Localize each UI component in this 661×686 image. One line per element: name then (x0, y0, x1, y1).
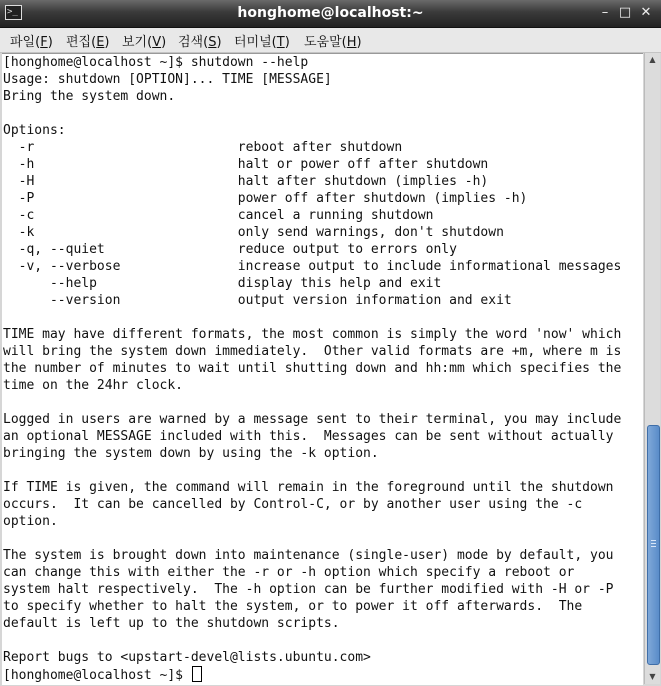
thumb-grip (651, 543, 656, 544)
text-cursor (192, 666, 202, 682)
terminal-line (3, 530, 643, 547)
terminal-line: the number of minutes to wait until shutting down and hh:mm which specifies the (3, 361, 622, 376)
menu-search[interactable]: 검색(S) (178, 35, 222, 50)
terminal-line (3, 309, 643, 326)
terminal-line: -h halt or power off after shutdown (3, 157, 489, 172)
terminal-line: to specify whether to halt the system, or to power it off afterwards. The (3, 599, 583, 614)
terminal-prompt-line[interactable] (2, 666, 643, 684)
menu-edit[interactable]: 편집(E) (66, 35, 110, 50)
terminal-line: The system is brought down into maintenance (single-user) mode by default, you (3, 548, 614, 563)
terminal-line: Report bugs to <upstart-devel@lists.ubuntu.com> (3, 650, 371, 665)
menu-help[interactable]: 도움말(H) (304, 35, 362, 50)
scroll-down-icon[interactable]: ▼ (649, 672, 656, 681)
terminal-line: default is left up to the shutdown scripts. (3, 616, 340, 631)
vertical-scrollbar[interactable] (644, 53, 660, 684)
terminal-line: -k only send warnings, don't shutdown (3, 225, 504, 240)
menu-bar (0, 28, 661, 53)
terminal-line: --version output version information and exit (3, 293, 512, 308)
terminal-line: system halt respectively. The -h option can be further modified with -H or -P (3, 582, 614, 597)
terminal-line: Options: (3, 123, 66, 138)
thumb-grip (651, 540, 656, 541)
terminal-line: -r reboot after shutdown (3, 140, 403, 155)
menu-file[interactable]: 파일(F) (10, 35, 53, 50)
maximize-button[interactable]: □ (618, 5, 632, 20)
terminal-line: -q, --quiet reduce output to errors only (3, 242, 457, 257)
terminal-line: bringing the system down by using the -k option. (3, 446, 379, 461)
terminal-line: [honghome@localhost ~]$ shutdown --help (3, 55, 309, 70)
terminal-line: an optional MESSAGE included with this. Messages can be sent without actually (3, 429, 614, 444)
terminal-line (3, 632, 643, 649)
terminal-line: --help display this help and exit (3, 276, 442, 291)
terminal-line: time on the 24hr clock. (3, 378, 184, 393)
terminal-line: can change this with either the -r or -h option which specify a reboot or (3, 565, 575, 580)
scrollbar-thumb[interactable] (647, 425, 660, 665)
terminal-prompt: [honghome@localhost ~]$ (3, 668, 191, 683)
terminal-line: occurs. It can be cancelled by Control-C, or by another user using the -c (3, 497, 583, 512)
terminal-line: -v, --verbose increase output to include informational messages (3, 259, 622, 274)
window-title: honghome@localhost:~ (237, 5, 424, 21)
terminal-line: -H halt after shutdown (implies -h) (3, 174, 489, 189)
close-button[interactable]: ✕ (640, 5, 652, 20)
terminal-line: Logged in users are warned by a message sent to their terminal, you may include (3, 412, 622, 427)
terminal-line (3, 462, 643, 479)
terminal-line: If TIME is given, the command will remain in the foreground until the shutdown (3, 480, 614, 495)
terminal-lines (2, 54, 643, 666)
title-bar[interactable] (0, 0, 661, 28)
terminal-line: Bring the system down. (3, 89, 176, 104)
terminal-line: -c cancel a running shutdown (3, 208, 434, 223)
terminal-line: option. (3, 514, 58, 529)
menu-terminal[interactable]: 터미널(T) (234, 35, 290, 50)
terminal-line: TIME may have different formats, the most common is simply the word 'now' which (3, 327, 622, 342)
thumb-grip (651, 546, 656, 547)
terminal-line (3, 105, 643, 122)
minimize-button[interactable]: – (601, 5, 609, 20)
terminal-icon[interactable]: >_ (5, 5, 22, 20)
scroll-up-icon[interactable]: ▲ (649, 55, 656, 64)
terminal-line: Usage: shutdown [OPTION]... TIME [MESSAGE] (3, 72, 332, 87)
terminal-line: -P power off after shutdown (implies -h) (3, 191, 528, 206)
terminal-line: will bring the system down immediately. Other valid formats are +m, where m is (3, 344, 622, 359)
terminal-line (3, 394, 643, 411)
terminal-output[interactable] (2, 53, 643, 685)
menu-view[interactable]: 보기(V) (122, 35, 167, 50)
